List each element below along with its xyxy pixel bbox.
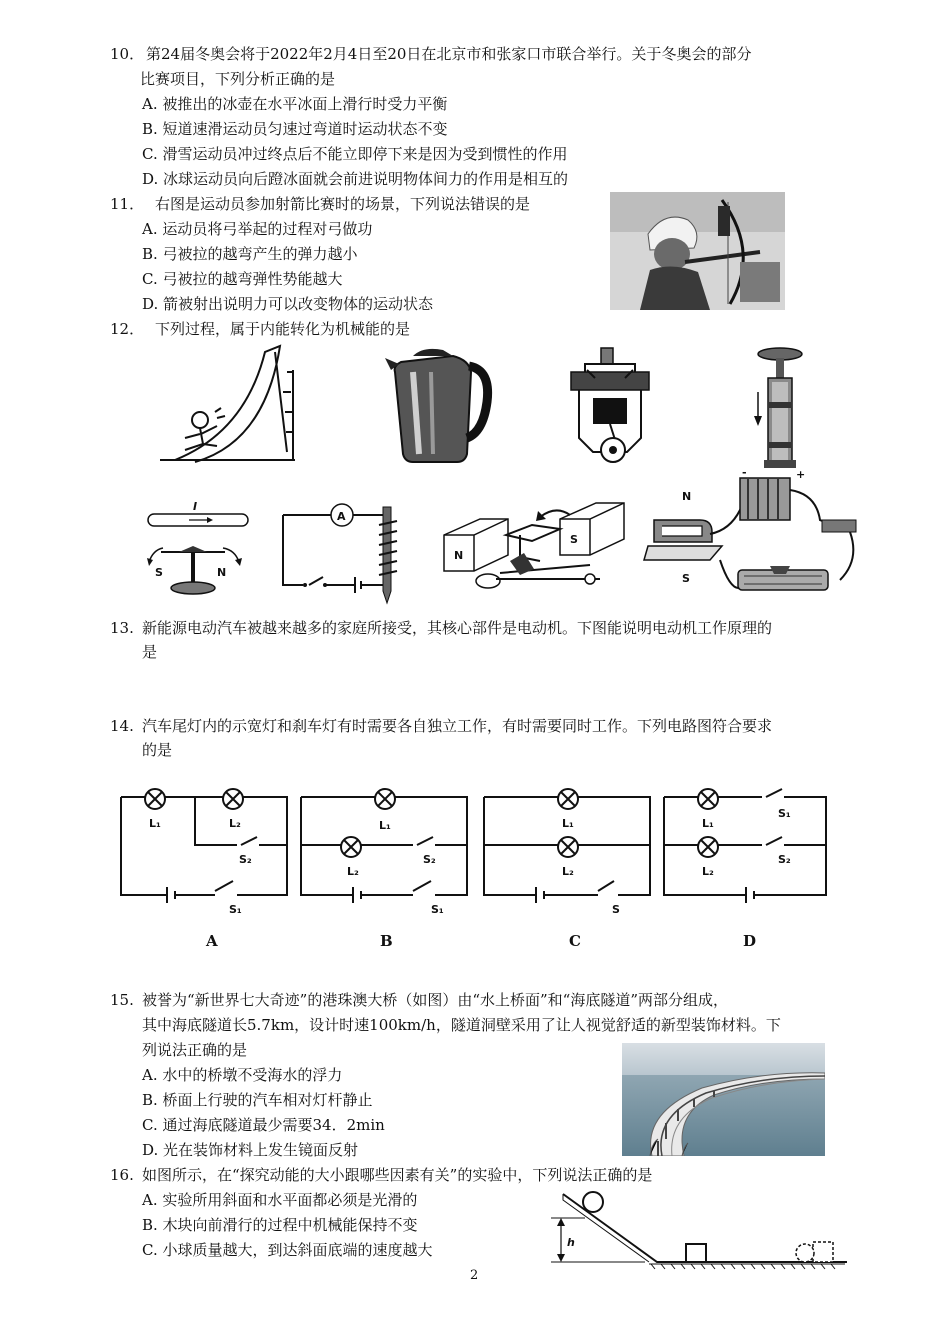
slide-figure [155, 342, 295, 467]
kettle-figure [383, 342, 493, 467]
q15-option-b: B. 桥面上行驶的汽车相对灯杆静止 [142, 1091, 373, 1109]
q14-number: 14. [110, 717, 134, 735]
motor-n-label: N [454, 549, 464, 562]
oersted-figure [145, 500, 255, 605]
circuit-d-s1: S₁ [778, 807, 791, 820]
battery-minus-label: - [742, 466, 747, 479]
engine-figure [565, 342, 655, 467]
circuit-b [295, 785, 475, 915]
electromagnet-figure [275, 495, 435, 605]
circuit-a-s1: S₁ [229, 903, 242, 916]
gen-n-label: N [682, 490, 692, 503]
current-label: I [193, 500, 198, 513]
q13-stem-line1: 新能源电动汽车被越来越多的家庭所接受，其核心部件是电动机。下图能说明电动机工作原理的 [142, 619, 773, 637]
circuit-a-l2: L₂ [229, 817, 241, 830]
q15-option-c: C. 通过海底隧道最少需要34．2min [142, 1116, 385, 1134]
choice-b-label: B [380, 932, 393, 950]
q14-choice-labels [150, 928, 850, 952]
choice-d-label: D [743, 932, 757, 950]
q14-stem-line2: 的是 [142, 741, 173, 759]
q12-stem: 下列过程，属于内能转化为机械能的是 [155, 320, 411, 338]
circuit-a-l1: L₁ [149, 817, 161, 830]
q15-number: 15. [110, 991, 134, 1009]
q11-option-d: D. 箭被射出说明力可以改变物体的运动状态 [142, 295, 434, 313]
q12-number: 12． [110, 320, 145, 338]
q10-option-d: D. 冰球运动员向后蹬冰面就会前进说明物体间力的作用是相互的 [142, 170, 569, 188]
q15-option-a: A. 水中的桥墩不受海水的浮力 [142, 1066, 343, 1084]
gen-s-label: S [682, 572, 690, 585]
circuit-c-l1: L₁ [562, 817, 574, 830]
oersted-s-label: S [155, 566, 163, 579]
q11-option-c: C. 弓被拉的越弯弹性势能越大 [142, 270, 343, 288]
q10-number: 10． [110, 45, 145, 63]
q15-stem-line2: 其中海底隧道长5.7km，设计时速100km/h，隧道洞壁采用了让人视觉舒适的新型装饰材料。下 [142, 1016, 781, 1034]
q10-option-b: B. 短道速滑运动员匀速过弯道时运动状态不变 [142, 120, 448, 138]
q16-option-c: C. 小球质量越大，到达斜面底端的速度越大 [142, 1241, 433, 1259]
q16-option-b: B. 木块向前滑行的过程中机械能保持不变 [142, 1216, 418, 1234]
motor-figure [440, 495, 630, 600]
circuit-c-l2: L₂ [562, 865, 574, 878]
q10-stem-line2: 比赛项目，下列分析正确的是 [140, 70, 336, 88]
battery-plus-label: + [796, 468, 806, 481]
circuit-c [478, 785, 658, 915]
q16-stem: 如图所示，在“探究动能的大小跟哪些因素有关”的实验中，下列说法正确的是 [142, 1166, 653, 1184]
generator-figure [640, 466, 870, 600]
circuit-b-l1: L₁ [379, 819, 391, 832]
q10-stem-line1: 第24届冬奥会将于2022年2月4日至20日在北京市和张家口市联合举行。关于冬奥会的部分 [146, 45, 752, 63]
circuit-a-s2: S₂ [239, 853, 252, 866]
archer-photo [610, 192, 785, 310]
circuit-d-l1: L₁ [702, 817, 714, 830]
q10-option-a: A. 被推出的冰壶在水平冰面上滑行时受力平衡 [142, 95, 448, 113]
fire-piston-figure [750, 342, 810, 472]
q15-option-d: D. 光在装饰材料上发生镜面反射 [142, 1141, 359, 1159]
page-number: 2 [470, 1268, 479, 1283]
circuit-d-l2: L₂ [702, 865, 714, 878]
q11-option-a: A. 运动员将弓举起的过程对弓做功 [142, 220, 373, 238]
q13-stem-line2: 是 [142, 643, 158, 661]
oersted-n-label: N [217, 566, 227, 579]
choice-c-label: C [569, 932, 581, 950]
choice-a-label: A [206, 932, 218, 950]
bridge-photo [622, 1043, 825, 1156]
q14-stem-line1: 汽车尾灯内的示宽灯和刹车灯有时需要各自独立工作，有时需要同时工作。下列电路图符合要求 [142, 717, 773, 735]
q11-number: 11． [110, 195, 145, 213]
q15-stem-line3: 列说法正确的是 [142, 1041, 248, 1059]
incline-figure [545, 1190, 855, 1270]
ammeter-label: A [337, 510, 346, 523]
q13-number: 13. [110, 619, 134, 637]
q11-stem: 右图是运动员参加射箭比赛时的场景，下列说法错误的是 [155, 195, 531, 213]
circuit-b-s2: S₂ [423, 853, 436, 866]
circuit-d-s2: S₂ [778, 853, 791, 866]
q11-option-b: B. 弓被拉的越弯产生的弹力越小 [142, 245, 358, 263]
height-label: h [567, 1236, 575, 1249]
q16-number: 16. [110, 1166, 134, 1184]
q10-option-c: C. 滑雪运动员冲过终点后不能立即停下来是因为受到惯性的作用 [142, 145, 568, 163]
circuit-d [658, 785, 838, 915]
circuit-b-l2: L₂ [347, 865, 359, 878]
q15-stem-line1: 被誉为“新世界七大奇迹”的港珠澳大桥（如图）由“水上桥面”和“海底隧道”两部分组成， [142, 991, 729, 1009]
circuit-b-s1: S₁ [431, 903, 444, 916]
circuit-c-s: S [612, 903, 620, 916]
motor-s-label: S [570, 533, 578, 546]
circuit-a [115, 785, 295, 915]
q16-option-a: A. 实验所用斜面和水平面都必须是光滑的 [142, 1191, 418, 1209]
